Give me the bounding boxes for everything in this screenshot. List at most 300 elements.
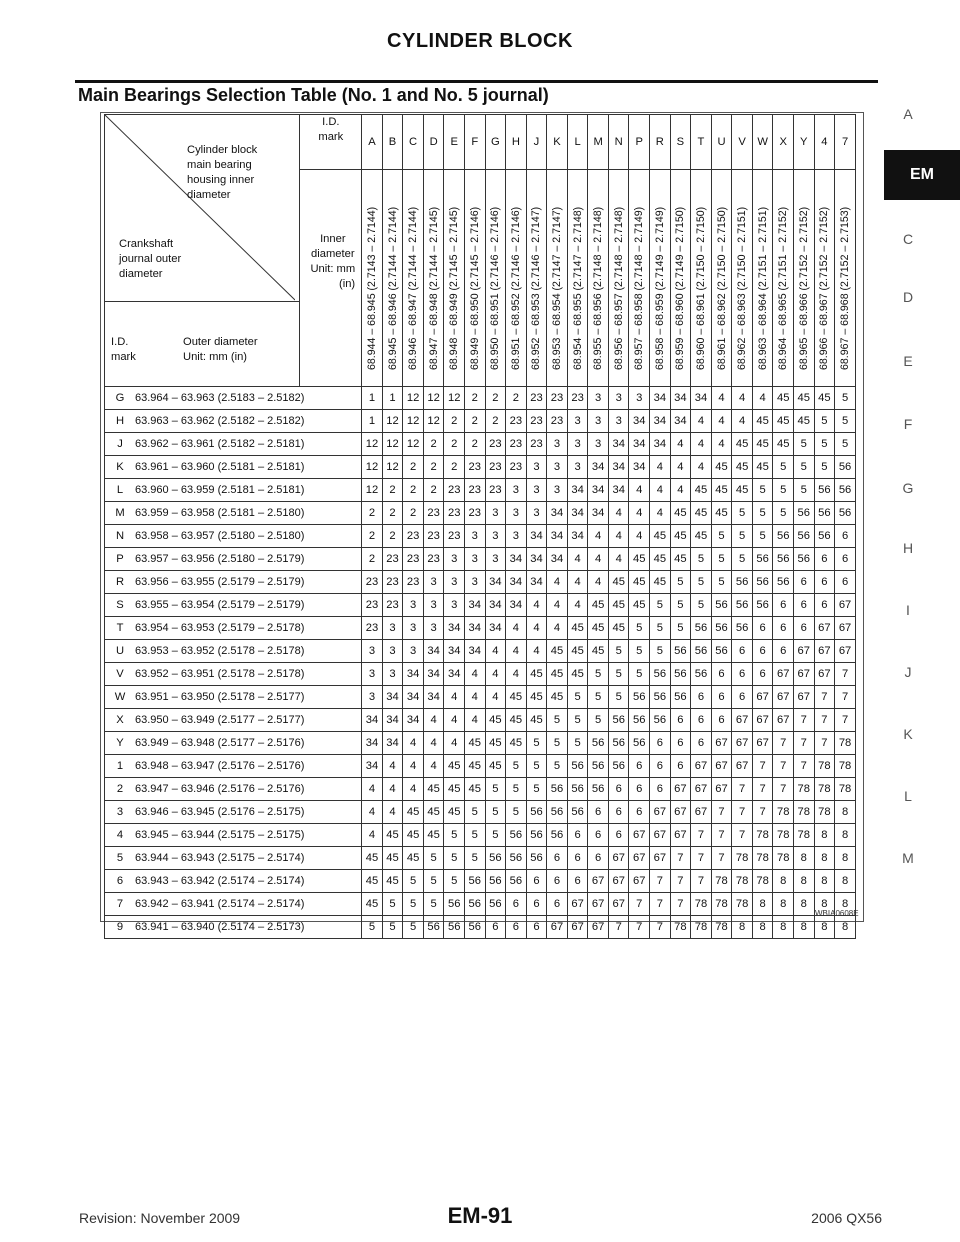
grade-cell: 5 (526, 732, 547, 755)
grade-cell: 45 (588, 617, 609, 640)
grade-cell: 4 (691, 456, 712, 479)
grade-cell: 5 (423, 893, 444, 916)
grade-cell: 2 (485, 387, 506, 410)
column-inner-diameter-range (382, 170, 403, 387)
grade-cell: 4 (650, 502, 671, 525)
grade-cell: 3 (403, 640, 424, 663)
grade-cell: 34 (506, 571, 527, 594)
grade-cell: 7 (691, 847, 712, 870)
grade-cell: 56 (773, 571, 794, 594)
grade-cell: 4 (752, 387, 773, 410)
row-id-mark: L (116, 484, 124, 496)
column-id-mark: J (526, 115, 547, 170)
column-id-mark: H (506, 115, 527, 170)
grade-cell: 4 (526, 617, 547, 640)
column-range-text: 68.957 – 68.958 (2.7148 – 2.7149) (633, 206, 646, 370)
grade-cell: 34 (567, 502, 588, 525)
column-inner-diameter-range (362, 170, 383, 387)
grade-cell: 45 (732, 433, 753, 456)
table-row (105, 801, 856, 824)
grade-cell: 3 (526, 456, 547, 479)
column-inner-diameter-range (444, 170, 465, 387)
grade-cell: 7 (711, 824, 732, 847)
grade-cell: 56 (444, 916, 465, 939)
grade-cell: 2 (382, 502, 403, 525)
grade-cell: 5 (444, 824, 465, 847)
grade-cell: 4 (526, 640, 547, 663)
row-label-cell (105, 387, 362, 410)
grade-cell: 45 (362, 893, 383, 916)
row-outer-diameter-range: 63.959 – 63.958 (2.5181 – 2.5180) (135, 507, 305, 519)
grade-cell: 67 (814, 640, 835, 663)
row-label-cell (105, 594, 362, 617)
column-range-text: 68.967 – 68.968 (2.7152 – 2.7153) (839, 206, 852, 370)
grade-cell: 5 (835, 387, 856, 410)
grade-cell: 67 (670, 824, 691, 847)
grade-cell: 67 (835, 594, 856, 617)
grade-cell: 2 (362, 502, 383, 525)
grade-cell: 45 (382, 870, 403, 893)
grade-cell: 8 (773, 893, 794, 916)
grade-cell: 4 (588, 525, 609, 548)
grade-cell: 6 (526, 870, 547, 893)
grade-cell: 34 (547, 548, 568, 571)
grade-cell: 45 (629, 548, 650, 571)
grade-cell: 5 (588, 663, 609, 686)
grade-cell: 34 (444, 663, 465, 686)
row-outer-diameter-range: 63.948 – 63.947 (2.5176 – 2.5176) (135, 760, 305, 772)
grade-cell: 5 (732, 548, 753, 571)
grade-cell: 5 (752, 525, 773, 548)
column-inner-diameter-range (691, 170, 712, 387)
row-id-mark: N (115, 530, 125, 542)
grade-cell: 34 (382, 732, 403, 755)
side-tab-letter[interactable]: G (902, 480, 914, 496)
grade-cell: 56 (773, 525, 794, 548)
grade-cell: 6 (711, 709, 732, 732)
grade-cell: 78 (711, 870, 732, 893)
grade-cell: 2 (423, 456, 444, 479)
grade-cell: 23 (382, 571, 403, 594)
grade-cell: 5 (691, 548, 712, 571)
grade-cell: 4 (670, 456, 691, 479)
grade-cell: 67 (835, 640, 856, 663)
table-row (105, 410, 856, 433)
grade-cell: 7 (773, 732, 794, 755)
grade-cell: 2 (382, 525, 403, 548)
grade-cell: 3 (382, 617, 403, 640)
column-id-mark: P (629, 115, 650, 170)
grade-cell: 5 (650, 594, 671, 617)
column-inner-diameter-range (650, 170, 671, 387)
grade-cell: 3 (547, 456, 568, 479)
grade-cell: 5 (608, 640, 629, 663)
grade-cell: 5 (464, 801, 485, 824)
grade-cell: 45 (711, 502, 732, 525)
side-tab-active[interactable]: EM (884, 150, 960, 200)
grade-cell: 67 (752, 732, 773, 755)
grade-cell: 8 (773, 916, 794, 939)
grade-cell: 45 (773, 410, 794, 433)
table-row (105, 525, 856, 548)
section-title: Main Bearings Selection Table (No. 1 and No. 5 journal) (78, 85, 549, 105)
grade-cell: 6 (608, 824, 629, 847)
grade-cell: 8 (814, 893, 835, 916)
row-outer-diameter-range: 63.949 – 63.948 (2.5177 – 2.5176) (135, 737, 305, 749)
side-tab-letter[interactable]: J (904, 664, 912, 680)
grade-cell: 45 (547, 663, 568, 686)
grade-cell: 56 (629, 686, 650, 709)
grade-cell: 5 (362, 916, 383, 939)
grade-cell: 56 (423, 916, 444, 939)
inner-diameter-label-line: Inner (320, 233, 346, 245)
grade-cell: 8 (773, 870, 794, 893)
header-rule (75, 80, 878, 83)
grade-cell: 34 (629, 433, 650, 456)
grade-cell: 3 (506, 479, 527, 502)
grade-cell: 3 (588, 410, 609, 433)
grade-cell: 5 (835, 433, 856, 456)
grade-cell: 6 (629, 778, 650, 801)
grade-cell: 34 (444, 640, 465, 663)
grade-cell: 2 (403, 456, 424, 479)
column-inner-diameter-range (464, 170, 485, 387)
grade-cell: 5 (608, 686, 629, 709)
grade-cell: 4 (464, 663, 485, 686)
grade-cell: 6 (691, 709, 712, 732)
grade-cell: 5 (547, 709, 568, 732)
grade-cell: 3 (464, 525, 485, 548)
row-id-mark: 2 (116, 783, 124, 795)
column-range-text: 68.956 – 68.957 (2.7148 – 2.7148) (612, 206, 625, 370)
row-label-cell (105, 847, 362, 870)
grade-cell: 5 (670, 617, 691, 640)
grade-cell: 7 (629, 916, 650, 939)
column-inner-diameter-range (752, 170, 773, 387)
grade-cell: 6 (732, 663, 753, 686)
row-label-cell (105, 732, 362, 755)
grade-cell: 34 (403, 709, 424, 732)
grade-cell: 67 (547, 916, 568, 939)
grade-cell: 5 (506, 778, 527, 801)
grade-cell: 67 (567, 916, 588, 939)
row-outer-diameter-range: 63.950 – 63.949 (2.5177 – 2.5177) (135, 714, 305, 726)
grade-cell: 34 (403, 663, 424, 686)
grade-cell: 2 (464, 433, 485, 456)
grade-cell: 45 (506, 686, 527, 709)
grade-cell: 56 (485, 847, 506, 870)
grade-cell: 78 (773, 801, 794, 824)
table-row (105, 824, 856, 847)
grade-cell: 7 (814, 686, 835, 709)
table-row (105, 387, 856, 410)
grade-cell: 7 (835, 686, 856, 709)
grade-cell: 5 (711, 525, 732, 548)
grade-cell: 56 (567, 755, 588, 778)
grade-cell: 67 (629, 824, 650, 847)
table-row (105, 502, 856, 525)
grade-cell: 56 (711, 640, 732, 663)
column-range-text: 68.962 – 68.963 (2.7150 – 2.7151) (736, 206, 749, 370)
journal-diameter-label: Crankshaft journal outer diameter (119, 238, 182, 280)
grade-cell: 23 (506, 410, 527, 433)
grade-cell: 56 (732, 617, 753, 640)
grade-cell: 45 (403, 824, 424, 847)
grade-cell: 45 (403, 801, 424, 824)
grade-cell: 3 (403, 617, 424, 640)
grade-cell: 3 (362, 663, 383, 686)
grade-cell: 34 (526, 525, 547, 548)
side-tab-letter[interactable]: I (906, 602, 910, 618)
grade-cell: 45 (362, 870, 383, 893)
side-tab-letter[interactable]: D (902, 289, 914, 305)
grade-cell: 4 (608, 548, 629, 571)
grade-cell: 4 (464, 709, 485, 732)
grade-cell: 45 (793, 387, 814, 410)
grade-cell: 3 (423, 594, 444, 617)
row-id-mark-label: I.D. mark (111, 336, 136, 363)
grade-cell: 4 (362, 824, 383, 847)
grade-cell: 3 (444, 548, 465, 571)
grade-cell: 45 (567, 663, 588, 686)
column-id-mark: 7 (835, 115, 856, 170)
side-tab-letter[interactable]: E (903, 353, 913, 369)
side-tab-letter[interactable]: A (903, 106, 913, 122)
grade-cell: 67 (588, 916, 609, 939)
column-inner-diameter-range (403, 170, 424, 387)
grade-cell: 56 (547, 801, 568, 824)
grade-cell: 34 (362, 709, 383, 732)
grade-cell: 6 (752, 640, 773, 663)
grade-cell: 67 (629, 870, 650, 893)
grade-cell: 67 (691, 778, 712, 801)
column-inner-diameter-range (547, 170, 568, 387)
grade-cell: 56 (814, 525, 835, 548)
grade-cell: 4 (362, 801, 383, 824)
grade-cell: 6 (526, 916, 547, 939)
column-inner-diameter-range (732, 170, 753, 387)
column-range-text: 68.963 – 68.964 (2.7151 – 2.7151) (756, 206, 769, 370)
grade-cell: 56 (752, 548, 773, 571)
grade-cell: 23 (464, 479, 485, 502)
grade-cell: 6 (567, 847, 588, 870)
grade-cell: 56 (650, 709, 671, 732)
grade-cell: 5 (506, 801, 527, 824)
grade-cell: 67 (835, 617, 856, 640)
grade-cell: 34 (608, 456, 629, 479)
grade-cell: 45 (608, 617, 629, 640)
grade-cell: 67 (773, 709, 794, 732)
grade-cell: 23 (444, 502, 465, 525)
grade-cell: 23 (547, 387, 568, 410)
column-range-text: 68.960 – 68.961 (2.7150 – 2.7150) (694, 206, 707, 370)
grade-cell: 34 (485, 594, 506, 617)
column-id-mark: F (464, 115, 485, 170)
grade-cell: 67 (752, 709, 773, 732)
grade-cell: 56 (588, 778, 609, 801)
grade-cell: 5 (814, 410, 835, 433)
grade-cell: 3 (547, 433, 568, 456)
grade-cell: 4 (629, 502, 650, 525)
grade-cell: 7 (793, 709, 814, 732)
grade-cell: 34 (650, 387, 671, 410)
grade-cell: 34 (588, 479, 609, 502)
grade-cell: 4 (629, 479, 650, 502)
grade-cell: 7 (732, 824, 753, 847)
grade-cell: 2 (444, 410, 465, 433)
column-id-mark: V (732, 115, 753, 170)
grade-cell: 34 (629, 456, 650, 479)
grade-cell: 56 (691, 640, 712, 663)
grade-cell: 67 (773, 686, 794, 709)
table-row (105, 686, 856, 709)
grade-cell: 4 (382, 778, 403, 801)
grade-cell: 4 (526, 594, 547, 617)
grade-cell: 5 (814, 433, 835, 456)
grade-cell: 6 (670, 709, 691, 732)
grade-cell: 45 (444, 778, 465, 801)
grade-cell: 34 (547, 525, 568, 548)
row-label-cell (105, 870, 362, 893)
side-tab-letter[interactable]: K (903, 726, 913, 742)
grade-cell: 78 (814, 801, 835, 824)
grade-cell: 12 (362, 479, 383, 502)
grade-cell: 7 (752, 801, 773, 824)
grade-cell: 4 (485, 663, 506, 686)
grade-cell: 12 (382, 456, 403, 479)
grade-cell: 7 (670, 893, 691, 916)
grade-cell: 34 (464, 617, 485, 640)
side-tab-letter[interactable]: C (902, 231, 914, 247)
column-inner-diameter-range (793, 170, 814, 387)
grade-cell: 56 (670, 686, 691, 709)
grade-cell: 67 (732, 755, 753, 778)
grade-cell: 45 (691, 479, 712, 502)
grade-cell: 34 (362, 732, 383, 755)
grade-cell: 4 (650, 456, 671, 479)
grade-cell: 45 (650, 525, 671, 548)
grade-cell: 23 (403, 548, 424, 571)
grade-cell: 6 (608, 778, 629, 801)
row-id-mark: W (114, 691, 126, 703)
column-id-mark: T (691, 115, 712, 170)
grade-cell: 4 (464, 686, 485, 709)
grade-cell: 1 (362, 387, 383, 410)
column-range-text: 68.954 – 68.955 (2.7147 – 2.7148) (571, 206, 584, 370)
grade-cell: 78 (732, 870, 753, 893)
row-label-cell (105, 410, 362, 433)
grade-cell: 56 (567, 778, 588, 801)
grade-cell: 45 (506, 709, 527, 732)
grade-cell: 7 (793, 732, 814, 755)
grade-cell: 67 (567, 893, 588, 916)
row-id-mark: H (115, 415, 125, 427)
grade-cell: 56 (691, 617, 712, 640)
row-label-cell (105, 686, 362, 709)
grade-cell: 2 (362, 548, 383, 571)
grade-cell: 56 (650, 686, 671, 709)
grade-cell: 7 (835, 709, 856, 732)
column-id-mark: C (403, 115, 424, 170)
grade-cell: 6 (691, 732, 712, 755)
grade-cell: 34 (423, 686, 444, 709)
grade-cell: 34 (650, 410, 671, 433)
grade-cell: 4 (485, 686, 506, 709)
grade-cell: 67 (752, 686, 773, 709)
page-number: EM-91 (447, 1203, 513, 1228)
column-id-mark: M (588, 115, 609, 170)
grade-cell: 56 (835, 479, 856, 502)
grade-cell: 45 (423, 778, 444, 801)
grade-cell: 7 (814, 732, 835, 755)
grade-cell: 8 (814, 847, 835, 870)
grade-cell: 5 (629, 617, 650, 640)
side-tab-letter[interactable]: H (902, 540, 914, 556)
grade-cell: 8 (793, 870, 814, 893)
grade-cell: 45 (547, 640, 568, 663)
grade-cell: 4 (567, 571, 588, 594)
grade-cell: 45 (403, 847, 424, 870)
grade-cell: 7 (691, 870, 712, 893)
grade-cell: 56 (711, 617, 732, 640)
row-label-cell (105, 640, 362, 663)
grade-cell: 34 (588, 502, 609, 525)
grade-cell: 3 (362, 640, 383, 663)
row-id-mark: J (117, 438, 123, 450)
row-outer-diameter-range: 63.961 – 63.960 (2.5181 – 2.5181) (135, 461, 305, 473)
column-range-text: 68.951 – 68.952 (2.7146 – 2.7146) (509, 206, 522, 370)
grade-cell: 45 (506, 732, 527, 755)
grade-cell: 2 (423, 433, 444, 456)
grade-cell: 45 (485, 755, 506, 778)
grade-cell: 34 (382, 686, 403, 709)
grade-cell: 5 (506, 755, 527, 778)
grade-cell: 23 (423, 548, 444, 571)
grade-cell: 45 (629, 594, 650, 617)
grade-cell: 67 (670, 801, 691, 824)
side-tab-letter[interactable]: L (904, 788, 912, 804)
grade-cell: 4 (362, 778, 383, 801)
grade-cell: 56 (670, 640, 691, 663)
grade-cell: 45 (423, 801, 444, 824)
grade-cell: 1 (362, 410, 383, 433)
column-range-text: 68.955 – 68.956 (2.7148 – 2.7148) (592, 206, 605, 370)
grade-cell: 5 (423, 847, 444, 870)
row-id-mark: V (116, 668, 124, 680)
grade-cell: 3 (567, 410, 588, 433)
grade-cell: 23 (526, 410, 547, 433)
grade-cell: 34 (608, 479, 629, 502)
grade-cell: 8 (835, 801, 856, 824)
inner-diameter-unit-in: (in) (339, 278, 356, 290)
side-tab-letter[interactable]: M (902, 850, 914, 866)
side-tab-letter[interactable]: F (903, 416, 913, 432)
grade-cell: 4 (567, 594, 588, 617)
grade-cell: 56 (485, 893, 506, 916)
grade-cell: 56 (526, 847, 547, 870)
grade-cell: 5 (526, 778, 547, 801)
grade-cell: 7 (670, 847, 691, 870)
grade-cell: 4 (629, 525, 650, 548)
grade-cell: 4 (711, 433, 732, 456)
grade-cell: 67 (650, 847, 671, 870)
grade-cell: 7 (793, 755, 814, 778)
grade-cell: 34 (526, 571, 547, 594)
grade-cell: 5 (547, 755, 568, 778)
grade-cell: 6 (567, 870, 588, 893)
grade-cell: 6 (526, 893, 547, 916)
grade-cell: 6 (547, 870, 568, 893)
